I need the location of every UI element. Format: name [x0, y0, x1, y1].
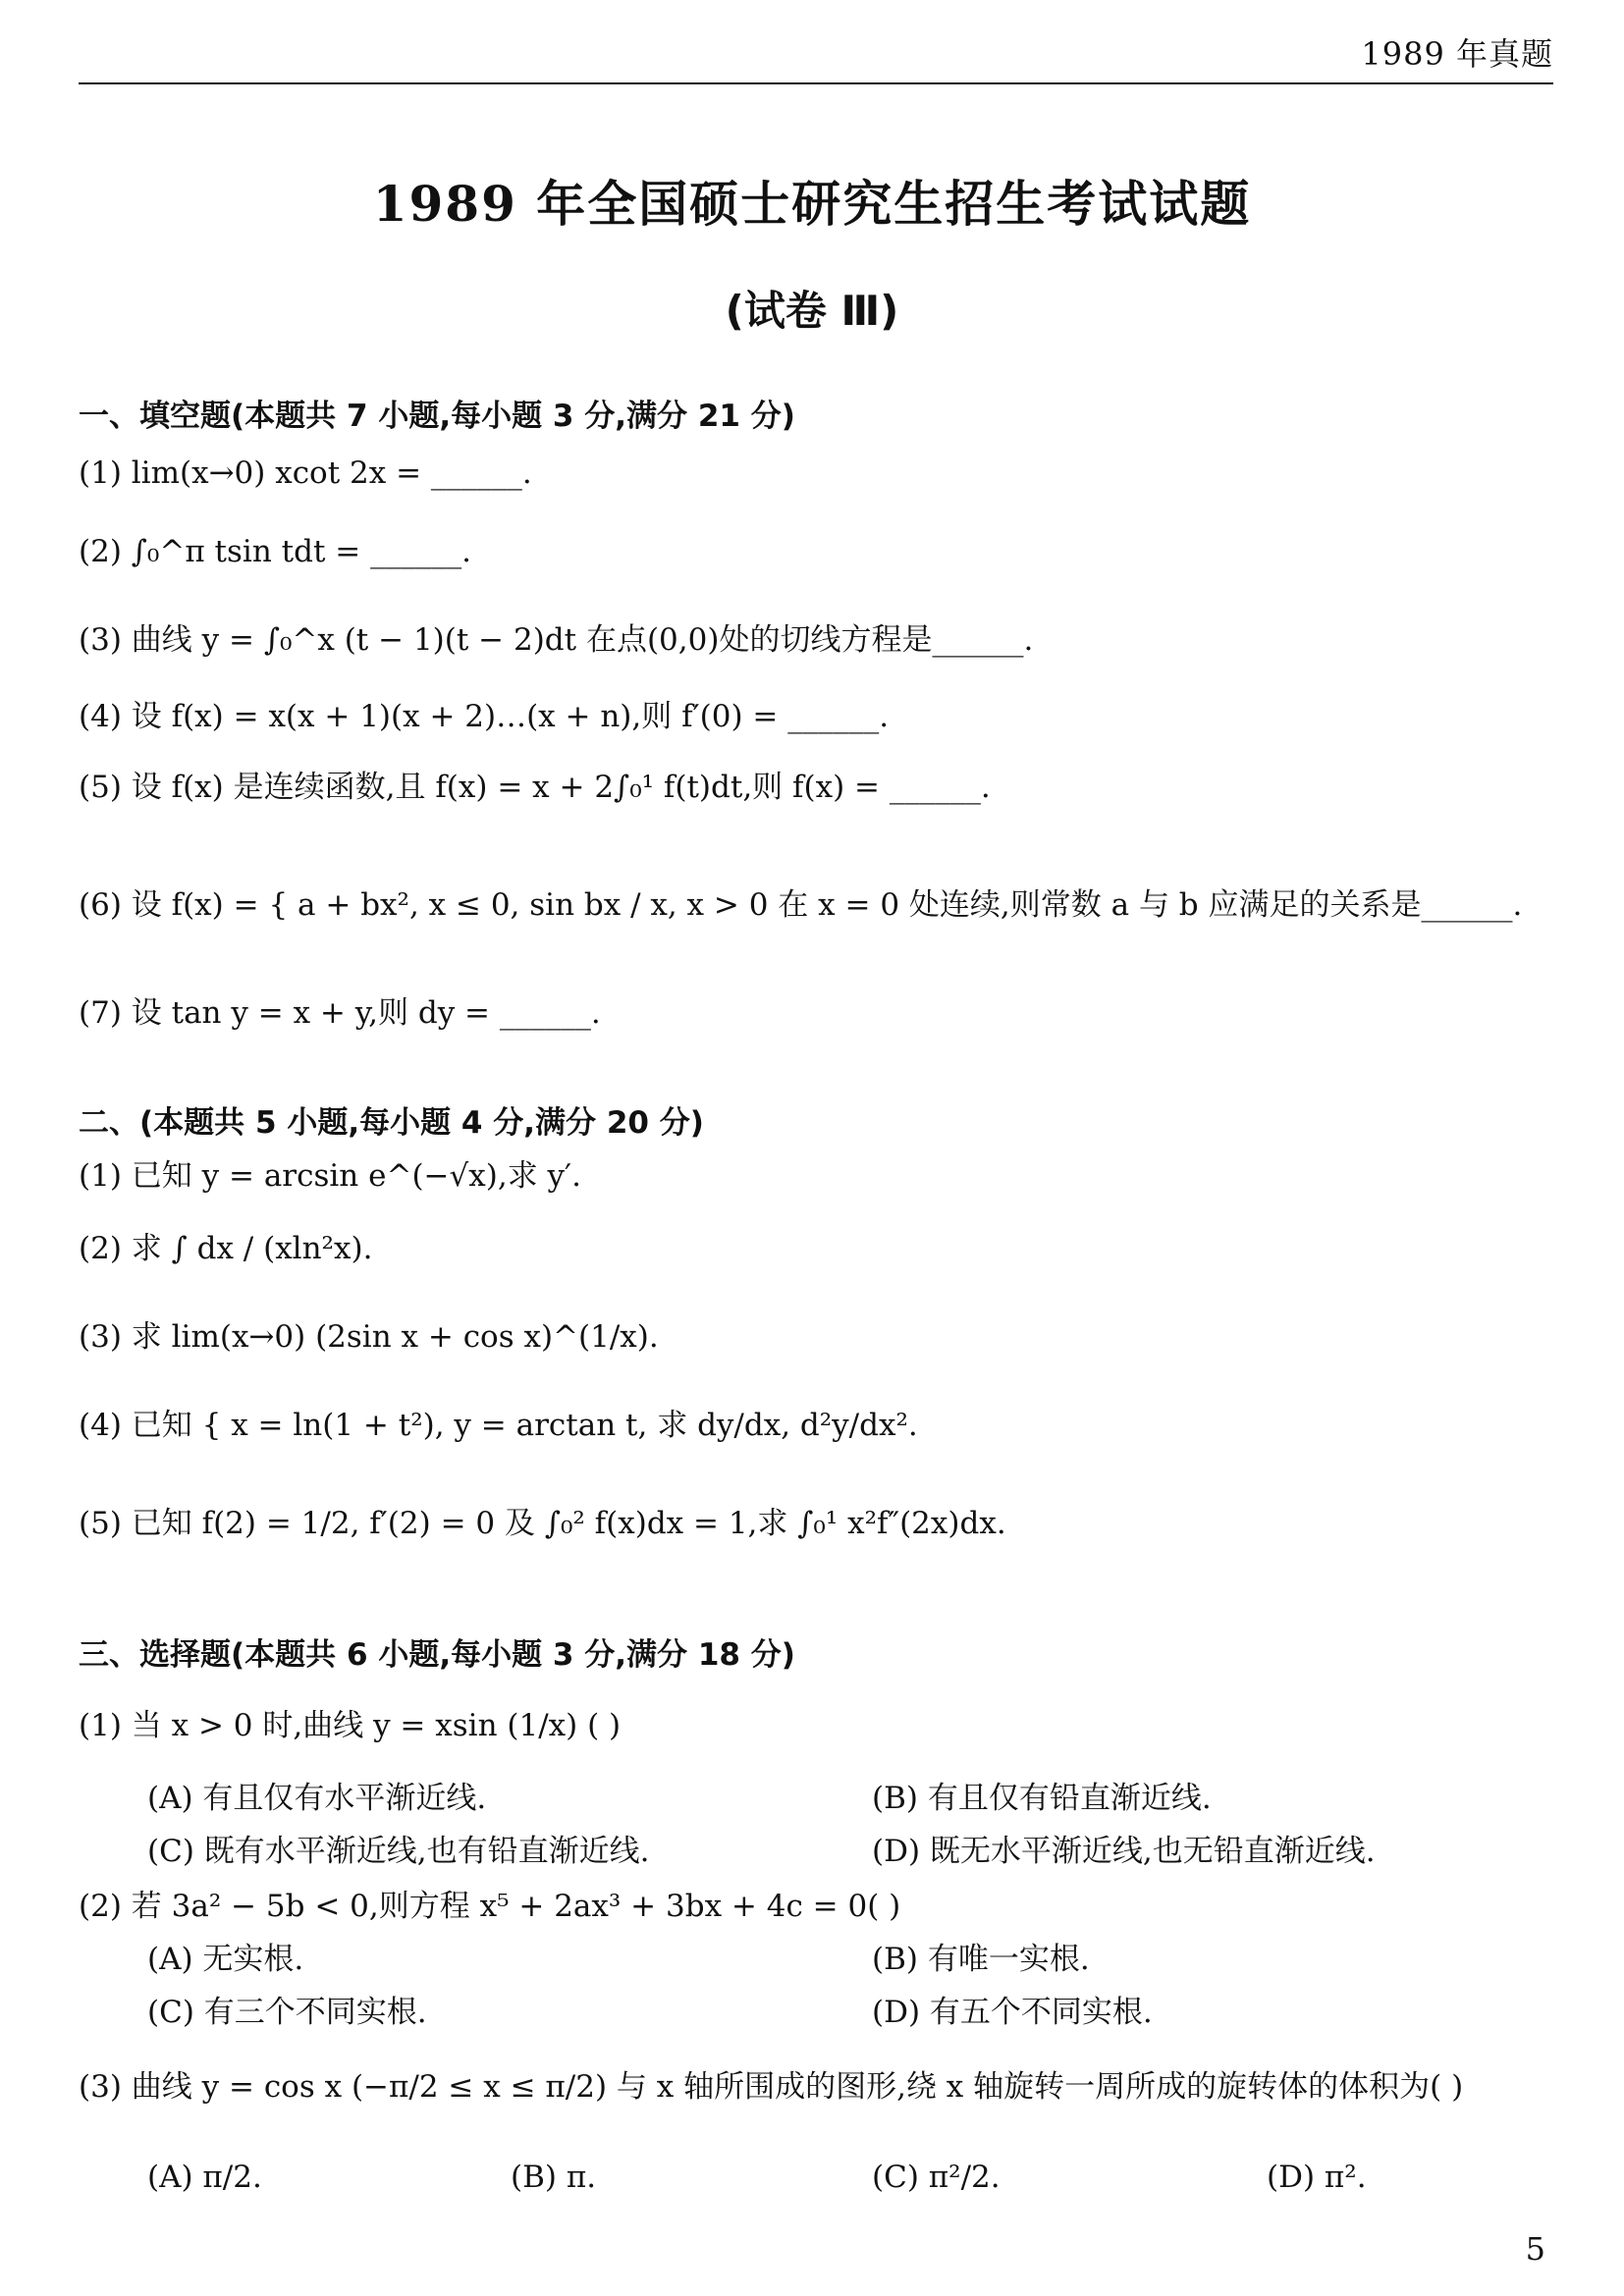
fill-question-7: (7) 设 tan y = x + y,则 dy = ______. [79, 995, 601, 1031]
choice-1-option-c: (C) 既有水平渐近线,也有铅直渐近线. [147, 1834, 650, 1869]
choice-3-option-d: (D) π². [1267, 2160, 1367, 2195]
section-3-heading: 三、选择题(本题共 6 小题,每小题 3 分,满分 18 分) [79, 1637, 795, 1673]
choice-2-option-b: (B) 有唯一实根. [872, 1942, 1090, 1977]
page-number: 5 [1525, 2230, 1545, 2268]
fill-question-2: (2) ∫₀^π tsin tdt = ______. [79, 534, 471, 569]
fill-question-1: (1) lim(x→0) xcot 2x = ______. [79, 455, 532, 491]
fill-question-4: (4) 设 f(x) = x(x + 1)(x + 2)…(x + n),则 f′(0) = ______. [79, 699, 890, 734]
exam-subtitle: (试卷 Ⅲ) [725, 287, 899, 335]
choice-2-option-a: (A) 无实根. [147, 1942, 304, 1977]
choice-3-option-b: (B) π. [511, 2160, 597, 2195]
calc-question-2: (2) 求 ∫ dx / (xln²x). [79, 1231, 373, 1266]
calc-question-1: (1) 已知 y = arcsin e^(−√x),求 y′. [79, 1158, 581, 1194]
calc-question-4: (4) 已知 { x = ln(1 + t²), y = arctan t, 求 dy/dx, d²y/dx². [79, 1408, 918, 1443]
section-1-heading: 一、填空题(本题共 7 小题,每小题 3 分,满分 21 分) [79, 399, 795, 434]
choice-3-option-c: (C) π²/2. [872, 2160, 1001, 2195]
choice-2-option-d: (D) 有五个不同实根. [872, 1995, 1153, 2030]
choice-1-option-a: (A) 有且仅有水平渐近线. [147, 1781, 487, 1816]
section-2-heading: 二、(本题共 5 小题,每小题 4 分,满分 20 分) [79, 1105, 704, 1141]
header-rule [79, 82, 1553, 84]
choice-1-option-b: (B) 有且仅有铅直渐近线. [872, 1781, 1212, 1816]
fill-question-5: (5) 设 f(x) 是连续函数,且 f(x) = x + 2∫₀¹ f(t)dt,则 f(x) = ______. [79, 770, 991, 805]
calc-question-5: (5) 已知 f(2) = 1/2, f′(2) = 0 及 ∫₀² f(x)dx = 1,求 ∫₀¹ x²f″(2x)dx. [79, 1506, 1006, 1541]
fill-question-6: (6) 设 f(x) = { a + bx², x ≤ 0, sin bx / x, x > 0 在 x = 0 处连续,则常数 a 与 b 应满足的关系是______. [79, 887, 1523, 923]
exam-title: 1989 年全国硕士研究生招生考试试题 [372, 175, 1252, 233]
choice-3-option-a: (A) π/2. [147, 2160, 262, 2195]
choice-question-1: (1) 当 x > 0 时,曲线 y = xsin (1/x) ( ) [79, 1708, 622, 1743]
choice-question-3: (3) 曲线 y = cos x (−π/2 ≤ x ≤ π/2) 与 x 轴所围成的图形,绕 x 轴旋转一周所成的旋转体的体积为( ) [79, 2069, 1464, 2105]
running-header: 1989 年真题 [1361, 35, 1553, 73]
choice-1-option-d: (D) 既无水平渐近线,也无铅直渐近线. [872, 1834, 1376, 1869]
fill-question-3: (3) 曲线 y = ∫₀^x (t − 1)(t − 2)dt 在点(0,0)处的切线方程是______. [79, 622, 1034, 658]
choice-question-2: (2) 若 3a² − 5b < 0,则方程 x⁵ + 2ax³ + 3bx + 4c = 0( ) [79, 1889, 901, 1924]
calc-question-3: (3) 求 lim(x→0) (2sin x + cos x)^(1/x). [79, 1319, 659, 1355]
choice-2-option-c: (C) 有三个不同实根. [147, 1995, 427, 2030]
